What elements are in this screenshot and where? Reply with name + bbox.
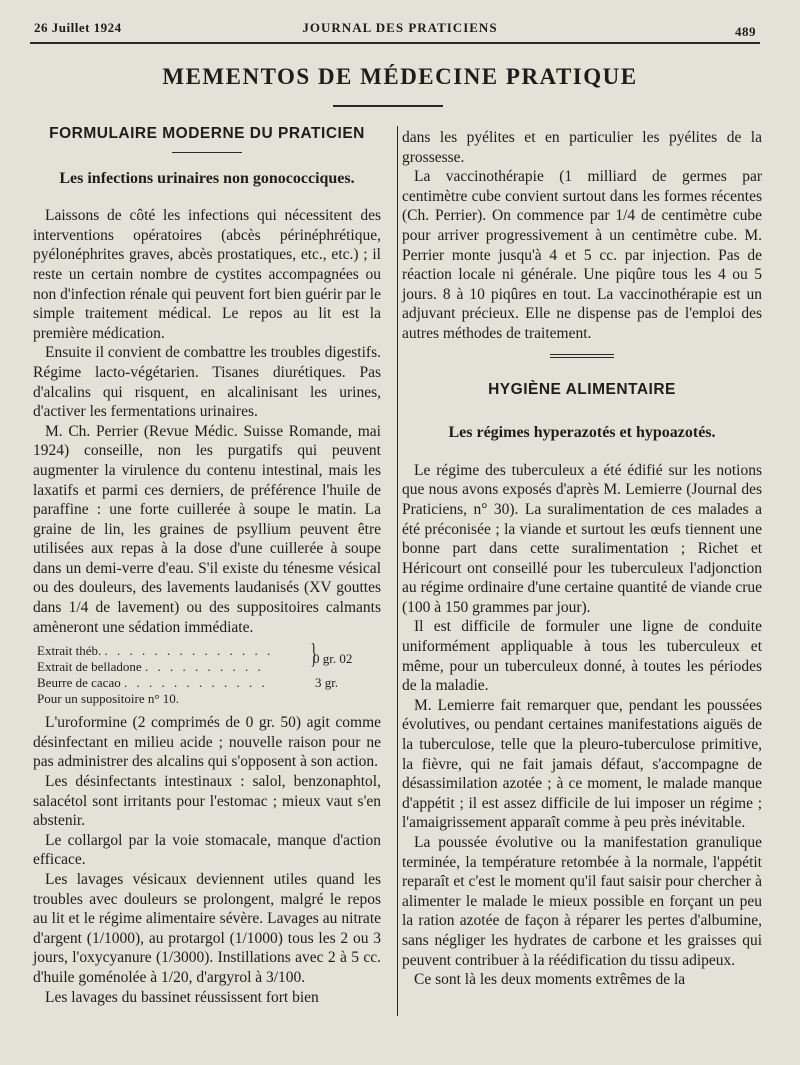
section-divider <box>550 354 614 358</box>
issue-date: 26 Juillet 1924 <box>34 20 122 35</box>
section-title-hygiene: HYGIÈNE ALIMENTAIRE <box>488 380 676 398</box>
paragraph-continuation: dans les pyélites et en particulier les pyélites de la grossesse. <box>402 129 762 166</box>
formula-ingredient: Beurre de cacao <box>37 675 121 691</box>
journal-name: JOURNAL DES PRATICIENS <box>302 20 498 35</box>
paragraph: Ce sont là les deux moments extrêmes de la <box>414 971 686 989</box>
paragraph: M. Ch. Perrier (Revue Médic. Suisse Romande, mai 1924) conseille, non les purgatifs qui peuvent augmenter la virulence du contenu intestinal, mais les laxatifs et parmi ces derniers, de préférence l'huile de paraffine : une forte cuillerée à soupe le matin. La graine de lin, les graines de psyllium peuvent être utilisées aux repas à la dose d'une cuillerée à soupe dans un demi-verre d'eau. S'il existe du ténesme vésical ou des douleurs, des lavements laudanisés (XV gouttes dans 1/4 de lavement) ou des suppositoires calmants amèneront une sédation immédiate. <box>33 422 381 636</box>
paragraph: Les désinfectants intestinaux : salol, benzonaphtol, salacétol sont irritants pour l'estomac ; mieux vaut s'en abstenir. <box>33 773 381 830</box>
section-title-formulaire: FORMULAIRE MODERNE DU PRATICIEN <box>49 125 365 142</box>
paragraph: Les lavages du bassinet réussissent fort bien <box>45 988 319 1006</box>
article-title-infections: Les infections urinaires non gonococciques. <box>59 169 355 187</box>
formula-line <box>37 691 381 707</box>
paragraph: L'uroformine (2 comprimés de 0 gr. 50) agit comme désinfectant en milieu acide ; nouvelle raison pour ne pas administrer des alcalins qui s'opposent à son action. <box>33 714 381 771</box>
paragraph: La vaccinothérapie (1 milliard de germes par centimètre cube convient surtout dans les formes récentes (Ch. Perrier). On commence par 1/4 de centimètre cube pour arriver progressivement à un centimètre cube. M. Perrier monte jusqu'à 4 et 5 cc. par injection. Pas de réaction locale ni générale. Une piqûre tous les 4 ou 5 jours. 8 à 10 piqûres en tout. La vaccinothérapie est un adjuvant précieux. Elle ne dispense pas de l'emploi des autres méthodes de traitement. <box>402 168 762 342</box>
formula-line: Beurre de cacao . . . . . . . . . . . . 3 gr. <box>37 675 339 691</box>
paragraph: Le collargol par la voie stomacale, manque d'action efficace. <box>33 831 381 869</box>
formula-line: Extrait théb. . . . . . . . . . . . . . . <box>37 643 274 659</box>
brace-glyph: } <box>310 639 318 671</box>
right-column <box>402 128 762 990</box>
prescription-formula <box>37 639 381 707</box>
title-rule <box>333 105 443 107</box>
formula-ingredient: Extrait de belladone <box>37 659 142 675</box>
paragraph: Les lavages vésicaux deviennent utiles quand les troubles avec douleurs se prolongent, malgré le repos au lit et le régime alimentaire sévère. Lavages au nitrate d'argent (1/1000), au protargol (1/1000) tous les 2 ou 3 jours, l'oxycyanure (1/3000). Instillations avec 2 à 5 cc. d'huile goménolée à 1/20, d'argyrol à 3/100. <box>33 871 381 986</box>
formula-dose: 0 gr. 02 <box>313 651 353 667</box>
formula-dose: 3 gr. <box>315 675 339 691</box>
formula-line: Extrait de belladone . . . . . . . . . . <box>37 659 264 675</box>
formula-note: Pour un suppositoire n° 10. <box>37 691 180 707</box>
paragraph: Il est difficile de formuler une ligne de conduite uniformément appliquable à tous les tuberculeux et même, pour un tuberculeux donné, à toutes les périodes de la maladie. <box>402 618 762 695</box>
paragraph: La poussée évolutive ou la manifestation granulique terminée, la température retombée à la normale, l'appétit reparaît et c'est le moment qu'il faut saisir pour chercher à alimenter le malade le mieux possible en forçant un peu la ration azotée de façon à réparer les pertes d'albumine, sans négliger les hydrates de carbone et les graisses qui peuvent contribuer à la réédification du tissu adipeux. <box>402 834 762 969</box>
left-column <box>33 124 381 1007</box>
header-rule <box>30 42 760 44</box>
section-rule <box>172 152 242 153</box>
paragraph: Laissons de côté les infections qui nécessitent des interventions opératoires (abcès périnéphrétique, pyélonéphrites graves, abcès prostatiques, etc., etc.) ; il reste un certain nombre de cystites accompagnées ou non d'infection rénale qui peuvent fort bien guérir par le simple traitement médical. Le repos au lit est la première médication. <box>33 207 381 342</box>
page-number: 489 <box>735 24 756 39</box>
paragraph: Ensuite il convient de combattre les troubles digestifs. Régime lacto-végétarien. Tisanes diurétiques. Pas d'alcalins qui risquent, en alcalinisant les urines, d'activer les fermentations urinaires. <box>33 344 381 421</box>
paragraph: M. Lemierre fait remarquer que, pendant les poussées évolutives, ou pendant certaines manifestations aiguës de la tuberculose, telle que la pleuro-tuberculose primitive, la fièvre, qui ne fait jamais défaut, s'accompagne de désassimilation azotée ; à ce moment, le malade manque d'appétit ; il est assez difficile de lui imposer un régime ; l'amaigrissement apparaît comme à peu près inévitable. <box>402 696 762 832</box>
paragraph: Le régime des tuberculeux a été édifié sur les notions que nous avons exposés d'après M. Lemierre (Journal des Praticiens, n° 30). La suralimentation de ces malades a été préconisée ; la viande et surtout les œufs tiennent une bonne part dans cette suralimentation ; Richet et Héricourt ont conseillé pour les tuberculeux l'adjonction au régime ordinaire d'une certaine quantité de viande crue (100 à 150 grammes par jour). <box>402 461 762 616</box>
article-title-regimes: Les régimes hyperazotés et hypoazotés. <box>448 424 716 442</box>
formula-ingredient: Extrait théb. <box>37 643 102 659</box>
page-title: MEMENTOS DE MÉDECINE PRATIQUE <box>162 64 638 89</box>
column-separator <box>397 126 398 1016</box>
